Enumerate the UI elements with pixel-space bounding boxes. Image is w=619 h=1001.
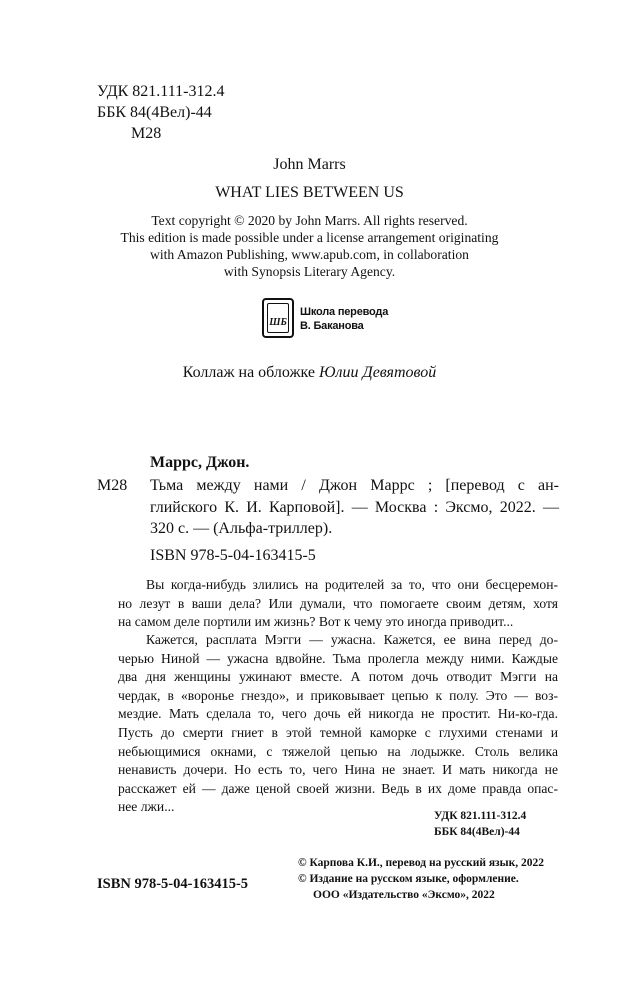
annotation-line: ненависть дочери. Но есть то, чего Нина не знает. И мать никогда не: [118, 762, 558, 778]
annotation-paragraph-1: [118, 576, 558, 632]
annotation-line: Пусть до смерти гниет в этой темной каморке с глухими стенами и: [118, 724, 558, 740]
bbk-code: ББК 84(4Вел)-44: [97, 104, 212, 121]
catalog-line: глийского К. И. Карповой]. — Москва : Эксмо, 2022. —: [150, 498, 559, 516]
cover-credit-prefix: Коллаж на обложке: [182, 364, 320, 381]
copyright-line: with Synopsis Literary Agency.: [223, 264, 396, 279]
original-author: John Marrs: [273, 156, 346, 173]
catalog-isbn: ISBN 978-5-04-163415-5: [150, 547, 316, 564]
annotation-line: черью Ниной — ужасна вдвойне. Тьма пролегла между ними. Каждые: [118, 650, 558, 666]
catalog-line: 320 с. — (Альфа-триллер).: [150, 520, 333, 537]
annotation-line: на самом деле портили им жизнь? Вот к чему это иногда приводит...: [118, 614, 514, 630]
footer-copyright-line: © Карпова К.И., перевод на русский язык, 2022: [298, 857, 545, 869]
annotation-line: Кажется, расплата Мэгги — ужасна. Кажется, ее вина перед до-: [146, 632, 558, 647]
copyright-block: [0, 212, 619, 280]
annotation-paragraph-2: [118, 631, 558, 817]
catalog-mark: М28: [97, 477, 128, 494]
annotation-line: два дня женщины ужинают вместе. А потом дочь отводит Мэгги на: [118, 669, 558, 685]
footer-copyright-line: © Издание на русском языке, оформление.: [298, 873, 519, 885]
annotation-line: небьющимися окнами, с тяжелой цепью на лодыжке. Столь велика: [118, 743, 558, 759]
bottom-bbk-code: ББК 84(4Вел)-44: [434, 826, 520, 838]
logo-glyph: ШБ: [269, 317, 287, 328]
copyright-line: Text copyright © 2020 by John Marrs. All rights reserved.: [151, 213, 468, 228]
copyright-line: This edition is made possible under a license arrangement originating: [120, 230, 499, 245]
copyright-line: with Amazon Publishing, www.apub.com, in collaboration: [150, 247, 469, 262]
catalog-description: [150, 476, 559, 541]
school-logo-icon: [262, 298, 294, 338]
logo-line-1: Школа перевода: [300, 306, 389, 318]
cover-credit-name: Юлии Девятовой: [319, 364, 437, 381]
logo-line-2: В. Баканова: [300, 320, 364, 332]
original-title: WHAT LIES BETWEEN US: [215, 184, 404, 201]
footer-isbn: ISBN 978-5-04-163415-5: [97, 876, 249, 892]
footer-copyright-line: ООО «Издательство «Эксмо», 2022: [313, 889, 495, 901]
annotation-line: нее лжи...: [118, 799, 175, 815]
catalog-line: Тьма между нами / Джон Маррс ; [перевод с ан-: [150, 477, 559, 494]
annotation-line: чердак, в «вороньe гнездо», и приковывает цепью к полу. Это — воз-: [118, 687, 558, 703]
annotation-line: расскажет ей — даже ценой своей жизни. Ведь в их доме правда опас-: [118, 780, 558, 796]
catalog-author-heading: Маррс, Джон.: [150, 454, 250, 471]
cover-credit: [0, 363, 619, 383]
annotation-line: мездие. Мать сделала то, чего дочь ей никогда не простит. Ни-ко-гда.: [118, 706, 558, 722]
annotation-line: Вы когда-нибудь злились на родителей за то, что они бесцеремон-: [146, 577, 558, 592]
footer-copyrights: [298, 855, 544, 903]
author-mark: М28: [131, 125, 162, 142]
annotation-line: но лезут в ваши дела? Или думали, что помогаете своим детям, хотя: [118, 595, 558, 611]
udk-code: УДК 821.111-312.4: [97, 83, 225, 100]
bottom-udk-code: УДК 821.111-312.4: [434, 810, 527, 822]
